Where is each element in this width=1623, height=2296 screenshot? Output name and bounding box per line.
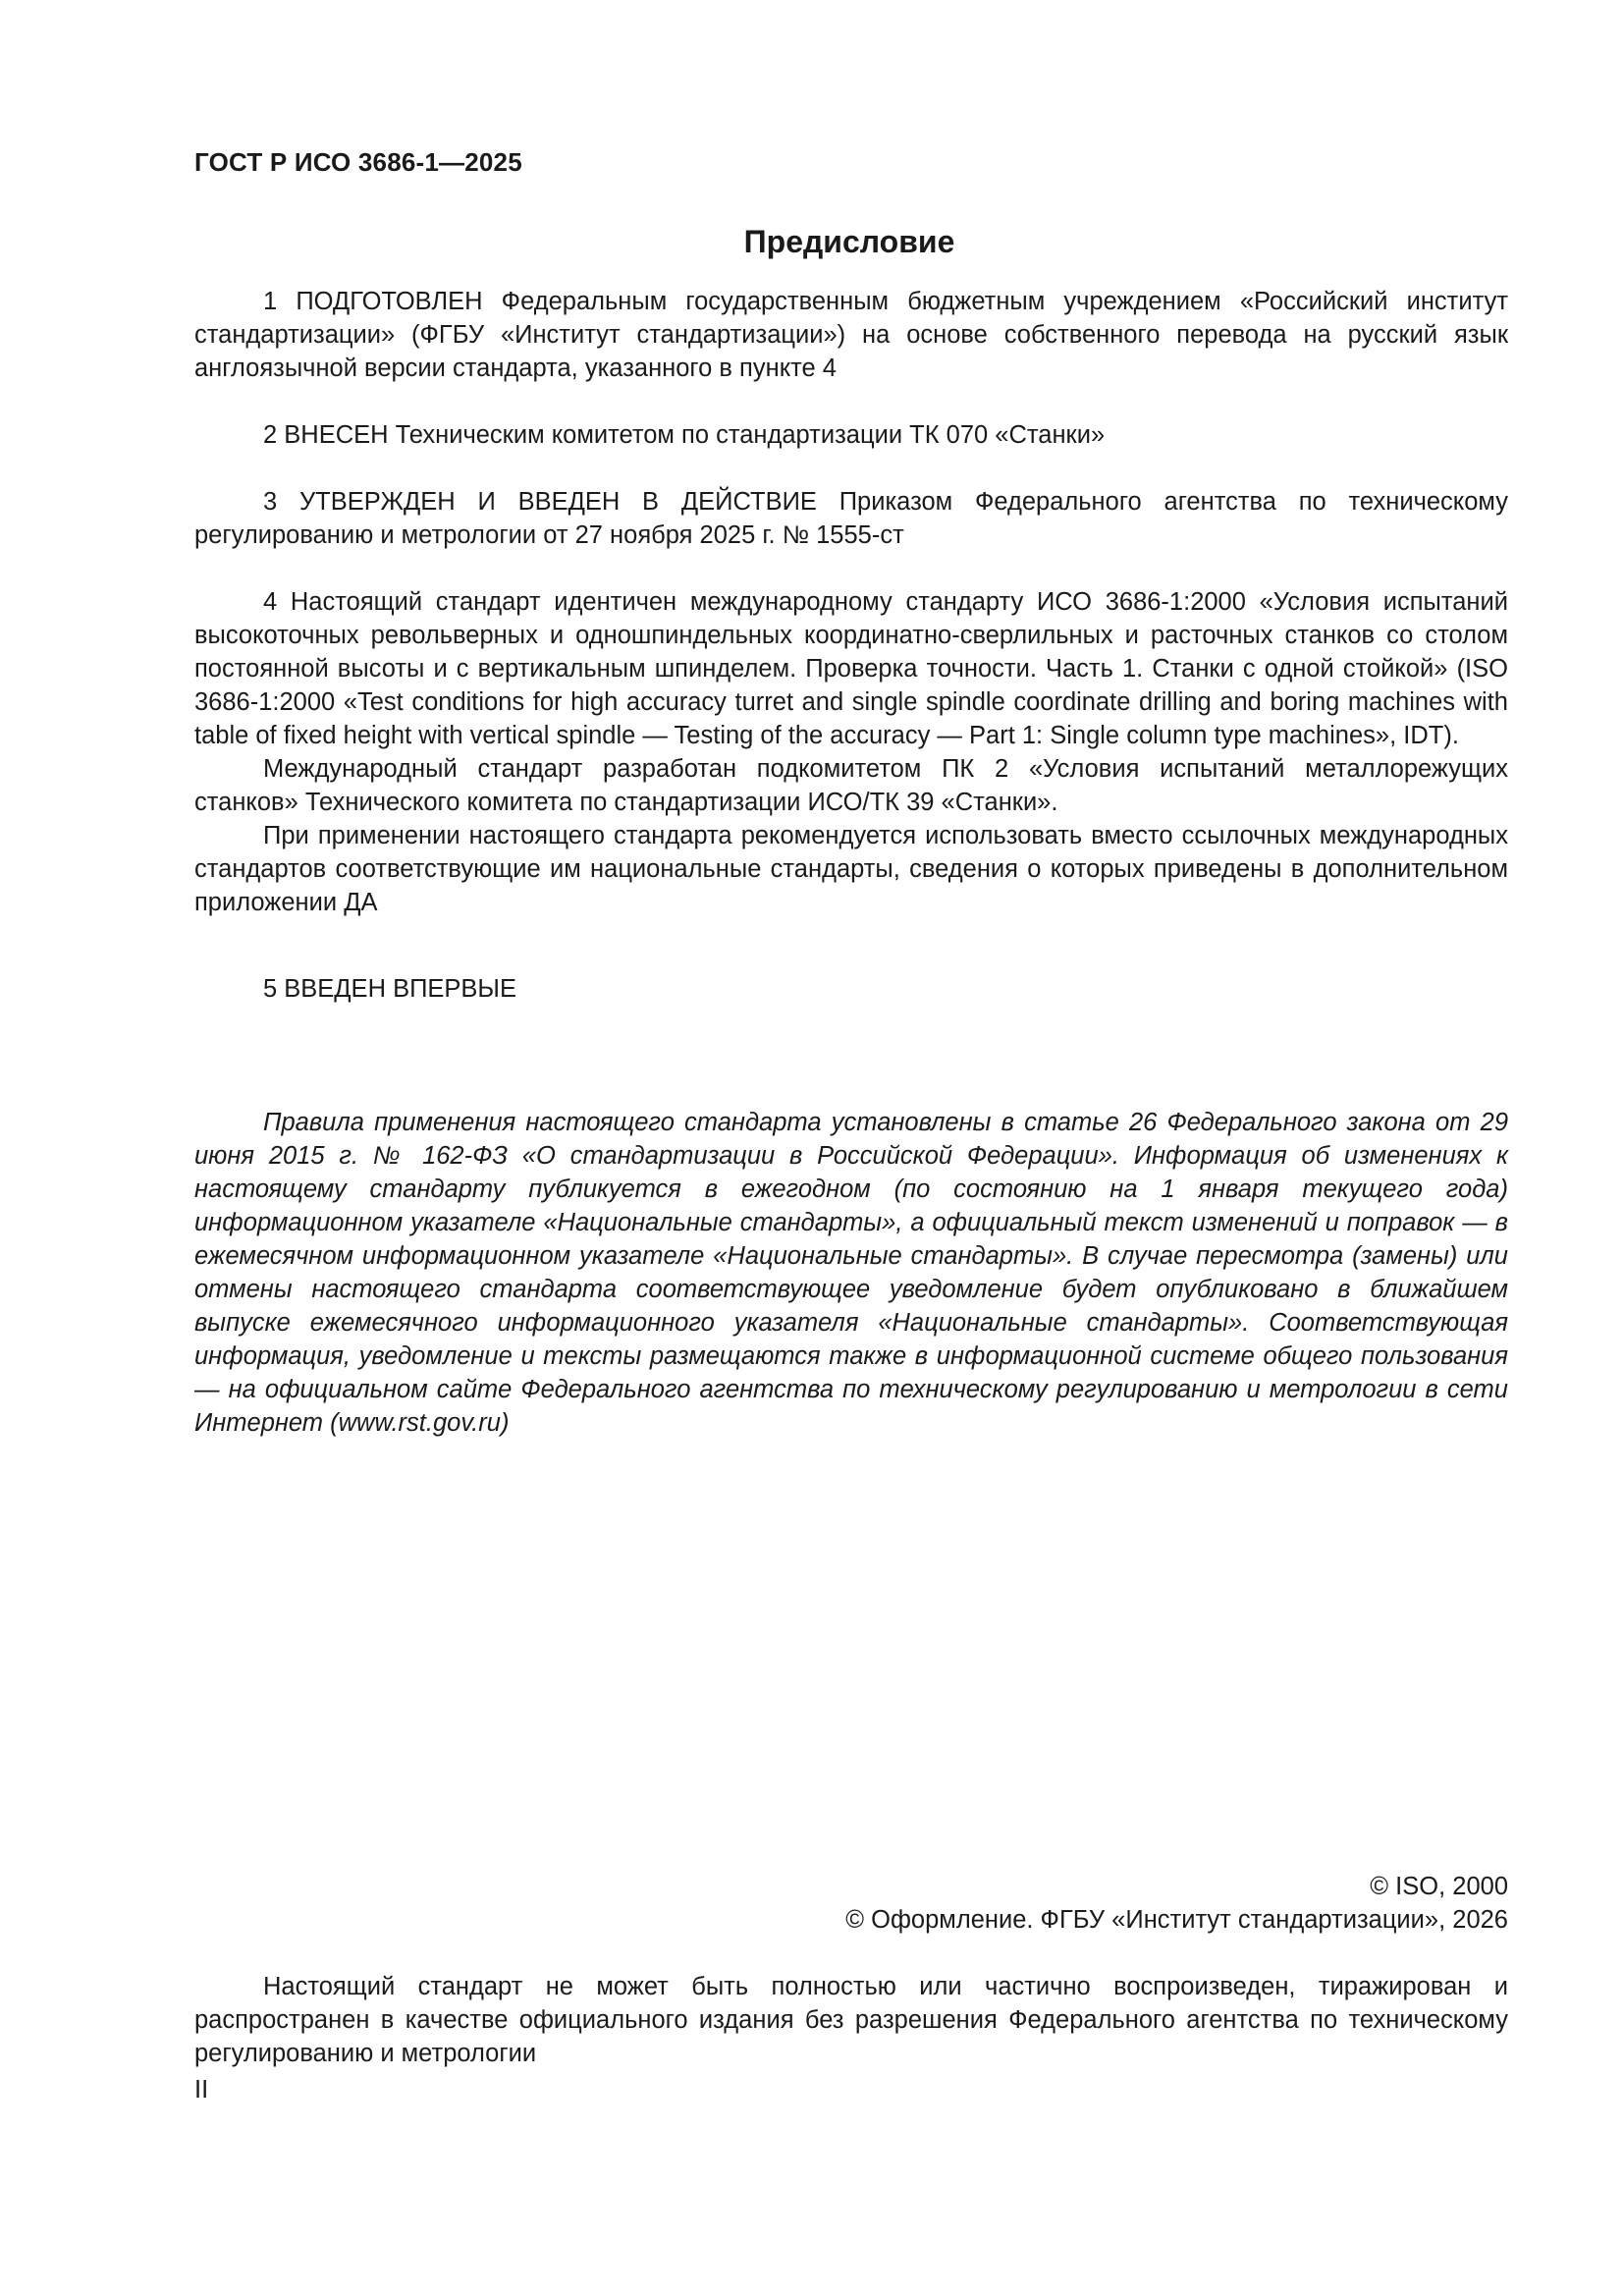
- section-3: [194, 485, 1508, 552]
- copyright-iso: © ISO, 2000: [1370, 1873, 1508, 1900]
- section-4-paragraph-2: Международный стандарт разработан подкомитетом ПК 2 «Условия испытаний металлорежущих станков» Технического комитета по стандартизации ИСО/ТК 39 «Станки».: [194, 755, 1508, 816]
- section-5-text: 5 ВВЕДЕН ВПЕРВЫЕ: [263, 975, 517, 1003]
- document-code: ГОСТ Р ИСО 3686-1—2025: [194, 147, 522, 177]
- reproduction-notice-text: Настоящий стандарт не может быть полностью или частично воспроизведен, тиражирован и распространен в качестве официального издания без разрешения Федерального агентства по техническому регулированию и метрологии: [194, 1973, 1508, 2067]
- section-3-text: 3 УТВЕРЖДЕН И ВВЕДЕН В ДЕЙСТВИЕ Приказом Федерального агентства по техническому регулированию и метрологии от 27 ноября 2025 г. № 1555-ст: [194, 488, 1508, 549]
- section-4-paragraph-3: При применении настоящего стандарта рекомендуется использовать вместо ссылочных международных стандартов соответствующие им национальные стандарты, сведения о которых приведены в дополнительном приложении ДА: [194, 822, 1508, 916]
- section-4: [194, 585, 1508, 919]
- section-2: [194, 418, 1508, 452]
- page-number: II: [194, 2076, 209, 2104]
- section-1-text: 1 ПОДГОТОВЛЕН Федеральным государственным бюджетным учреждением «Российский институт стандартизации» (ФГБУ «Институт стандартизации») на основе собственного перевода на русский язык англоязычной версии стандарта, указанного в пункте 4: [194, 288, 1508, 382]
- application-rules-text: Правила применения настоящего стандарта установлены в статье 26 Федерального закона от 29 июня 2015 г. № 162-ФЗ «О стандартизации в Российской Федерации». Информация об изменениях к настоящему стандарту публикуется в ежегодном (по состоянию на 1 января текущего года) информационном указателе «Национальные стандарты», а официальный текст изменений и поправок — в ежемесячном информационном указателе «Национальные стандарты». В случае пересмотра (замены) или отмены настоящего стандарта соответствующее уведомление будет опубликовано в ближайшем выпуске ежемесячного информационного указателя «Национальные стандарты». Соответствующая информация, уведомление и тексты размещаются также в информационной системе общего пользования — на официальном сайте Федерального агентства по техническому регулированию и метрологии в сети Интернет (www.rst.gov.ru): [194, 1109, 1508, 1437]
- application-rules: [194, 1106, 1508, 1440]
- page-title: Предисловие: [743, 224, 955, 259]
- section-4-paragraph-1: 4 Настоящий стандарт идентичен международному стандарту ИСО 3686-1:2000 «Условия испытаний высокоточных револьверных и одношпиндельных координатно-сверлильных и расточных станков со столом постоянной высоты и с вертикальным шпинделем. Проверка точности. Часть 1. Станки с одной стойкой» (ISO 3686-1:2000 «Test conditions for high accuracy turret and single spindle coordinate drilling and boring machines with table of fixed height with vertical spindle — Testing of the accuracy — Part 1: Single column type machines», IDT).: [194, 588, 1508, 749]
- section-1: [194, 285, 1508, 385]
- section-5: [194, 972, 1508, 1006]
- reproduction-notice: [194, 1970, 1508, 2070]
- section-2-text: 2 ВНЕСЕН Техническим комитетом по стандартизации ТК 070 «Станки»: [263, 421, 1106, 449]
- copyright-design: © Оформление. ФГБУ «Институт стандартизации», 2026: [845, 1906, 1508, 1934]
